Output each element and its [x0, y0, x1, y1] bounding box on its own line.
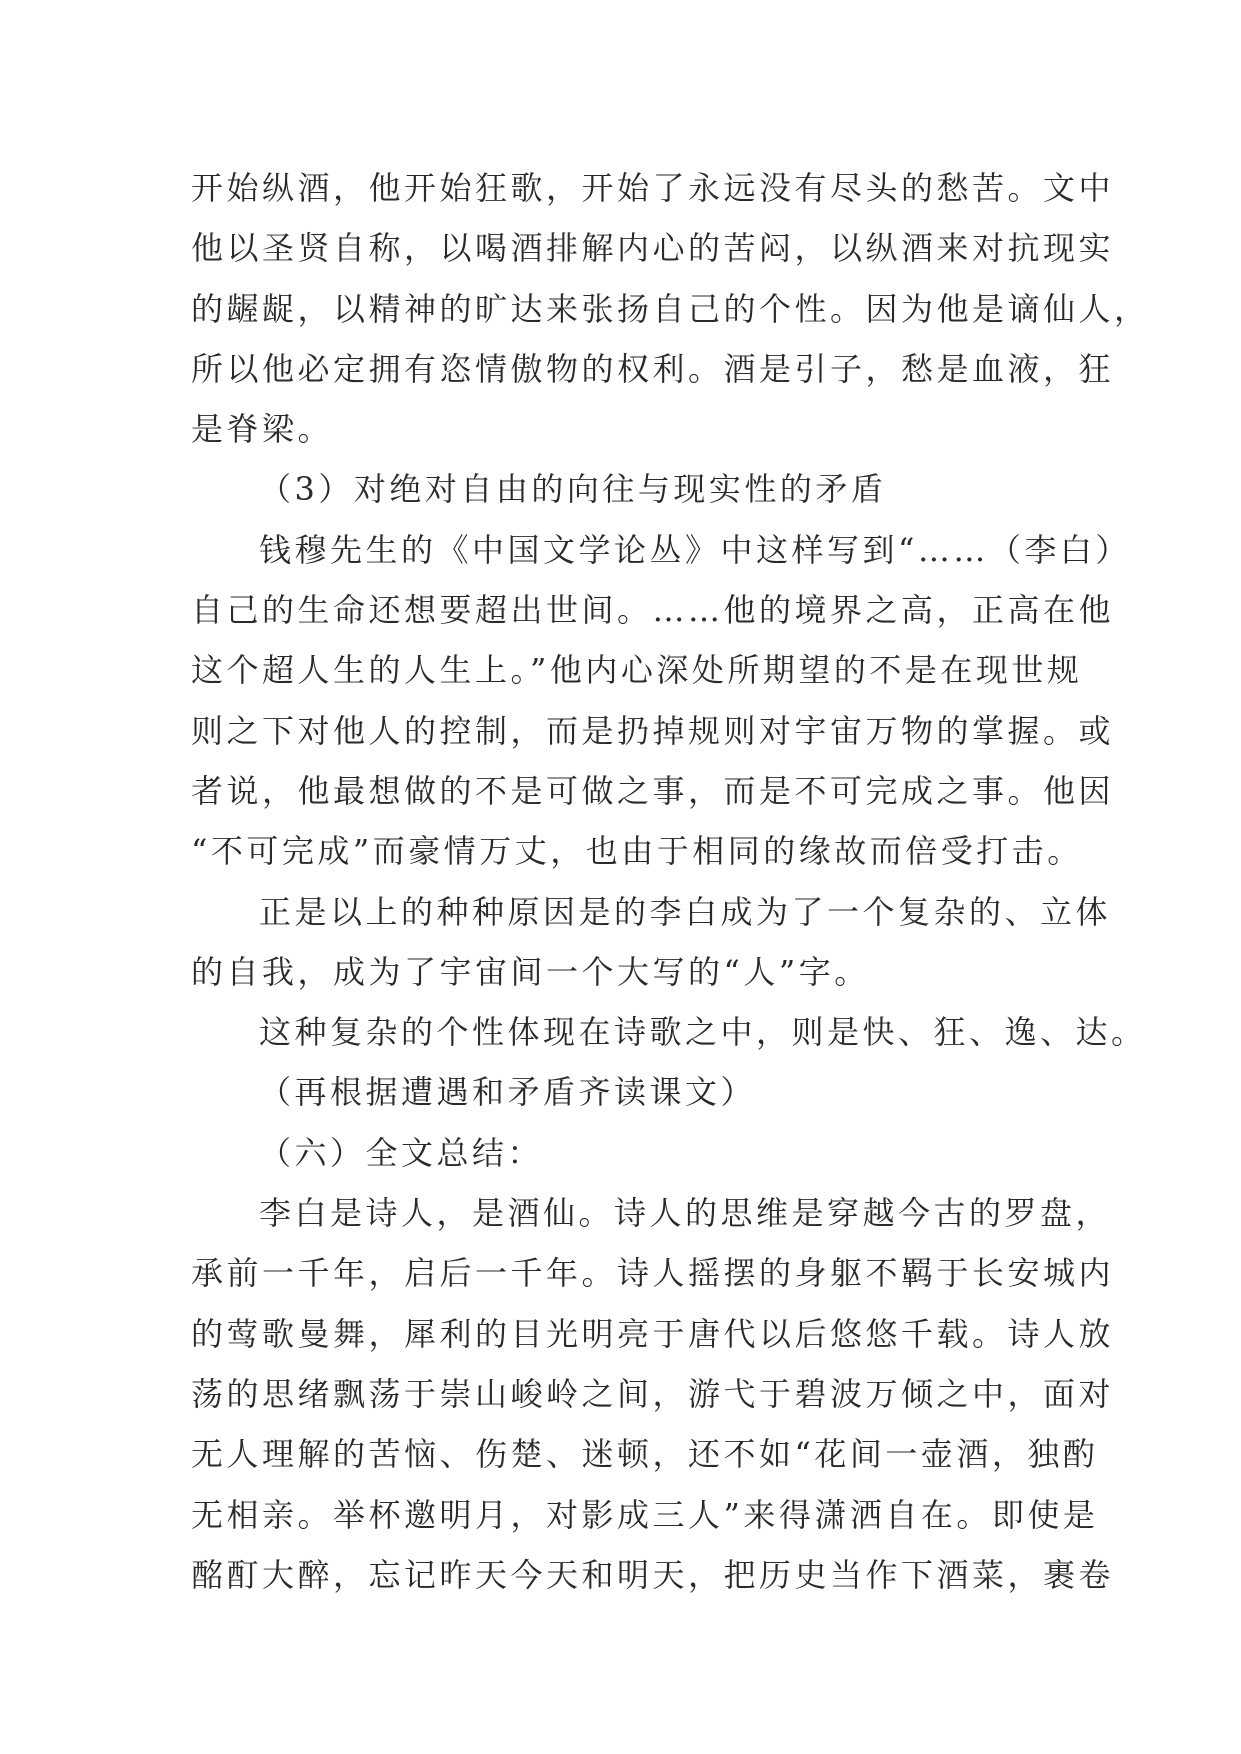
- text-line: “不可完成”而豪情万丈，也由于相同的缘故而倍受打击。: [191, 832, 1083, 871]
- text-line: 开始纵酒，他开始狂歌，开始了永远没有尽头的愁苦。文中: [191, 169, 1115, 207]
- text-line: 的龌龊，以精神的旷达来张扬自己的个性。因为他是谪仙人，: [191, 289, 1150, 328]
- text-line: 无相亲。举杯邀明月，对影成三人”来得潇洒自在。即使是: [191, 1495, 1099, 1534]
- text-line: 者说，他最想做的不是可做之事，而是不可完成之事。他因: [191, 771, 1115, 810]
- text-line: 正是以上的种种原因是的李白成为了一个复杂的、立体: [259, 892, 1112, 931]
- text-line: 的莺歌曼舞，犀利的目光明亮于唐代以后悠悠千载。诗人放: [191, 1314, 1115, 1353]
- text-line: 是脊梁。: [191, 410, 334, 449]
- text-line: 荡的思绪飘荡于崇山峻岭之间，游弋于碧波万倾之中，面对: [191, 1374, 1115, 1413]
- text-line: 李白是诗人，是酒仙。诗人的思维是穿越今古的罗盘，: [259, 1194, 1112, 1233]
- section-heading: （3）对绝对自由的向往与现实性的矛盾: [259, 470, 887, 509]
- text-line: 承前一千年，启后一千年。诗人摇摆的身躯不羁于长安城内: [191, 1254, 1115, 1293]
- text-line: 这种复杂的个性体现在诗歌之中，则是快、狂、逸、达。: [259, 1013, 1147, 1052]
- body-text: [191, 158, 1150, 1605]
- text-line: 的自我，成为了宇宙间一个大写的“人”字。: [191, 952, 870, 991]
- text-line: 钱穆先生的《中国文学论丛》中这样写到“……（李白）: [259, 530, 1131, 569]
- text-line: 所以他必定拥有恣情傲物的权利。酒是引子，愁是血液，狂: [191, 349, 1115, 388]
- text-line: 则之下对他人的控制，而是扔掉规则对宇宙万物的掌握。或: [191, 711, 1115, 750]
- text-line: 他以圣贤自称，以喝酒排解内心的苦闷，以纵酒来对抗现实: [191, 229, 1115, 268]
- text-line: 自己的生命还想要超出世间。……他的境界之高，正高在他: [191, 591, 1115, 630]
- text-line: 这个超人生的人生上。”他内心深处所期望的不是在现世规: [191, 651, 1083, 690]
- text-line: （再根据遭遇和矛盾齐读课文）: [259, 1073, 757, 1112]
- section-heading: （六）全文总结：: [259, 1133, 544, 1172]
- text-line: 酩酊大醉，忘记昨天今天和明天，把历史当作下酒菜，裹卷: [191, 1555, 1115, 1594]
- text-line: 无人理解的苦恼、伤楚、迷顿，还不如“花间一壶酒，独酌: [191, 1435, 1099, 1474]
